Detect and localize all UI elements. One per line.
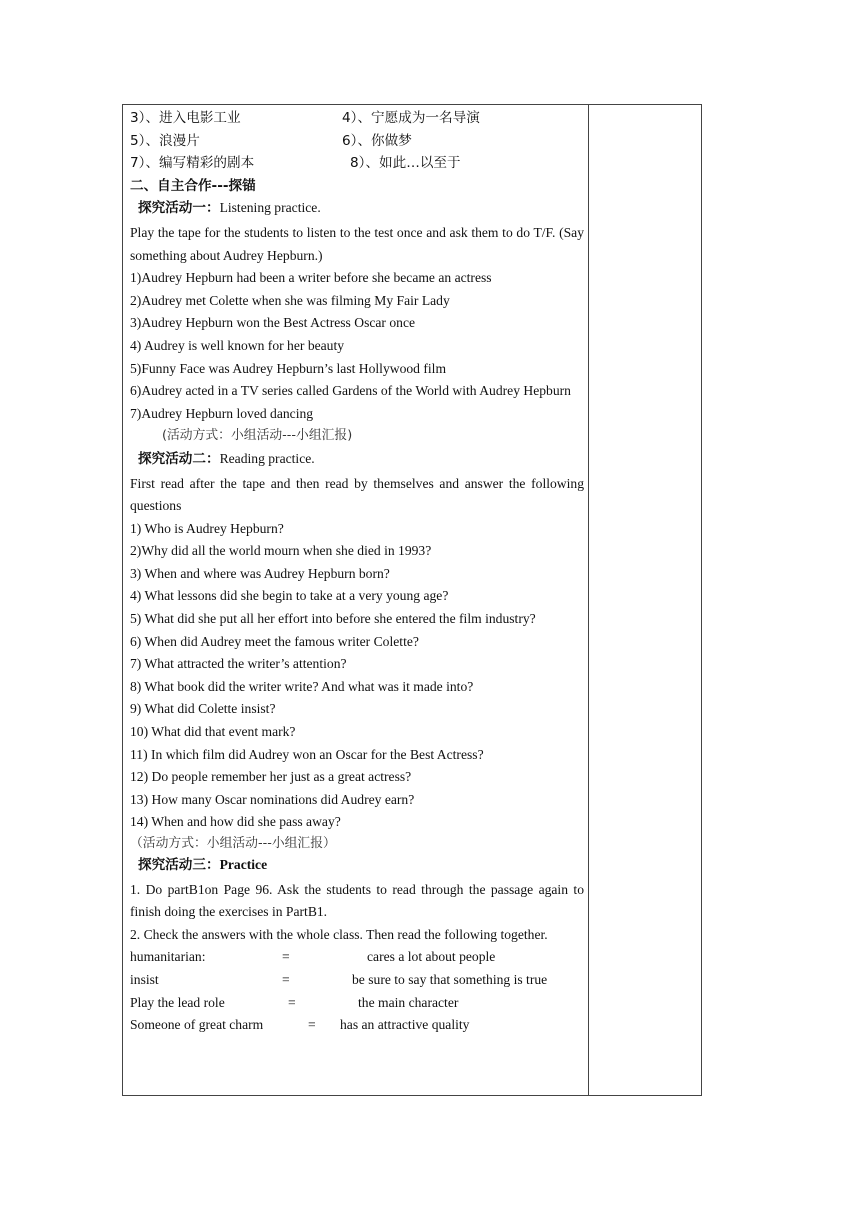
- tf-item: 7)Audrey Hepburn loved dancing: [130, 405, 314, 421]
- question-item: 1) Who is Audrey Hepburn?: [130, 520, 284, 536]
- glossary-term: humanitarian:: [130, 949, 206, 965]
- question-item: 13) How many Oscar nominations did Audrey earn?: [130, 791, 415, 807]
- glossary-equals: =: [308, 1017, 316, 1033]
- activity3-heading: [130, 854, 584, 877]
- glossary-meaning: has an attractive quality: [340, 1017, 470, 1033]
- tf-item: 3)Audrey Hepburn won the Best Actress Oscar once: [130, 315, 416, 331]
- vocab-row: [130, 107, 584, 130]
- tf-item: 4) Audrey is well known for her beauty: [130, 337, 345, 353]
- activity1-heading: [130, 197, 584, 220]
- vocab-item: 3）、进入电影工业: [130, 110, 241, 126]
- activity2-title-cn: 探究活动二：: [138, 450, 220, 467]
- question-item: 12) Do people remember her just as a great actress?: [130, 769, 412, 785]
- question-item: 3) When and where was Audrey Hepburn born?: [130, 565, 390, 581]
- question-item: 14) When and how did she pass away?: [130, 814, 341, 830]
- activity3-step: 2. Check the answers with the whole class. Then read the following together.: [130, 926, 548, 942]
- question-item: 9) What did Colette insist?: [130, 701, 276, 717]
- question-item: 2)Why did all the world mourn when she died in 1993?: [130, 543, 432, 559]
- question-item: 8) What book did the writer write? And what was it made into?: [130, 678, 474, 694]
- vocab-item: 7）、编写精彩的剧本: [130, 155, 255, 172]
- vocab-item: 4）、宁愿成为一名导演: [342, 110, 480, 126]
- tf-item: 5)Funny Face was Audrey Hepburn’s last Hollywood film: [130, 360, 447, 376]
- question-item: 11) In which film did Audrey won an Oscar for the Best Actress?: [130, 746, 484, 762]
- glossary-equals: =: [288, 994, 296, 1010]
- question-item: 7) What attracted the writer’s attention?: [130, 656, 347, 672]
- activity2-title-en: Reading practice.: [219, 450, 315, 466]
- activity1-mode: (活动方式：小组活动---小组汇报): [162, 428, 353, 444]
- activity2-instruction: First read after the tape and then read by themselves and answer the following questions: [130, 475, 584, 514]
- question-item: 4) What lessons did she begin to take at a very young age?: [130, 588, 449, 604]
- vocab-row: [130, 152, 584, 175]
- section-title: 二、自主合作---探锚: [130, 177, 256, 194]
- vocab-item: 6）、你做梦: [342, 132, 412, 149]
- glossary-meaning: cares a lot about people: [367, 949, 496, 965]
- activity3-title-en: Practice: [219, 857, 268, 872]
- tf-item: 1)Audrey Hepburn had been a writer before she became an actress: [130, 270, 492, 286]
- glossary-term: Play the lead role: [130, 994, 225, 1010]
- glossary-row: [130, 992, 584, 1015]
- activity1-instruction: Play the tape for the students to listen to the test once and ask them to do T/F. (Say something about Audrey Hepburn.): [130, 224, 584, 263]
- activity1-title-cn: 探究活动一：: [138, 200, 220, 217]
- lesson-content-cell: [130, 107, 584, 1037]
- glossary-row: [130, 946, 584, 969]
- vocab-item: 5）、浪漫片: [130, 132, 200, 149]
- activity2-mode: （活动方式：小组活动---小组汇报）: [130, 836, 336, 851]
- question-item: 5) What did she put all her effort into before she entered the film industry?: [130, 611, 536, 627]
- vocab-row: [130, 130, 584, 153]
- glossary-meaning: be sure to say that something is true: [352, 971, 548, 987]
- activity1-title-en: Listening practice.: [219, 200, 321, 216]
- question-item: 6) When did Audrey meet the famous writer Colette?: [130, 633, 419, 649]
- question-item: 10) What did that event mark?: [130, 724, 296, 740]
- glossary-equals: =: [282, 949, 290, 965]
- tf-item: 6)Audrey acted in a TV series called Gardens of the World with Audrey Hepburn: [130, 383, 571, 399]
- vocab-item: 8）、如此…以至于: [350, 155, 461, 172]
- glossary-row: [130, 1014, 584, 1037]
- lesson-table: [122, 104, 702, 1096]
- activity3-title-cn: 探究活动三：: [138, 857, 220, 873]
- glossary-equals: =: [282, 971, 290, 987]
- glossary-term: Someone of great charm: [130, 1017, 264, 1033]
- glossary-term: insist: [130, 971, 159, 987]
- glossary-row: [130, 969, 584, 992]
- activity2-heading: [130, 448, 584, 471]
- activity3-step: 1. Do partB1on Page 96. Ask the students to read through the passage again to finish doing the exercises in PartB1.: [130, 881, 584, 920]
- glossary-meaning: the main character: [358, 994, 459, 1010]
- tf-item: 2)Audrey met Colette when she was filming My Fair Lady: [130, 292, 450, 308]
- column-divider: [588, 105, 589, 1095]
